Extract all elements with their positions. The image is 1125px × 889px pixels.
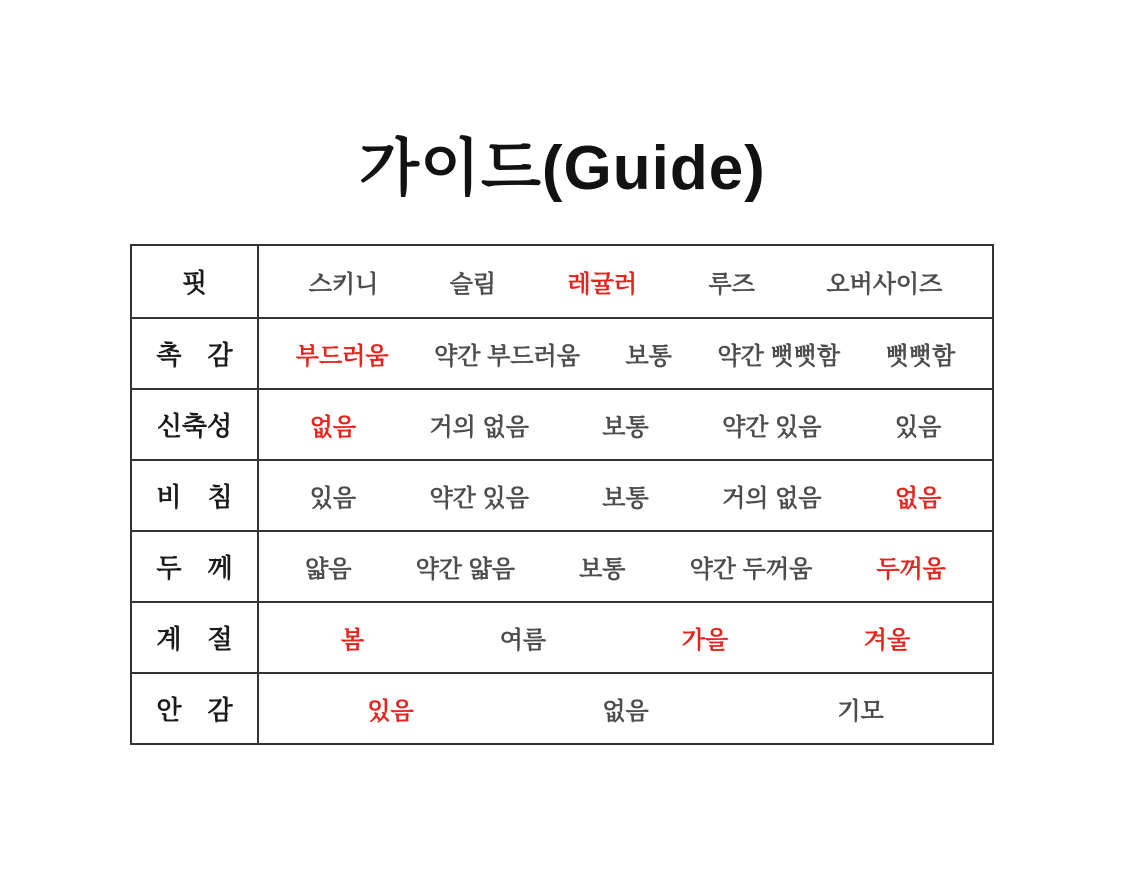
row-options (259, 319, 992, 388)
option: 약간 있음 (429, 485, 529, 512)
option: 기모 (837, 698, 884, 725)
option-selected: 겨울 (863, 627, 911, 654)
table-row (132, 388, 992, 459)
row-label: 비 침 (132, 461, 259, 530)
option: 보통 (625, 343, 672, 370)
option: 얇음 (305, 556, 352, 583)
option-selected: 있음 (367, 698, 414, 725)
option: 거의 없음 (722, 485, 822, 512)
row-label: 안 감 (132, 674, 259, 743)
option: 약간 얇음 (415, 556, 515, 583)
option: 있음 (309, 485, 357, 512)
row-options (259, 390, 992, 459)
page-title: 가이드(Guide) (359, 134, 766, 203)
option-selected: 부드러움 (295, 343, 389, 370)
option-selected: 없음 (309, 414, 357, 441)
row-label: 핏 (132, 246, 259, 317)
row-options (259, 246, 992, 317)
table-row (132, 672, 992, 743)
row-options (259, 461, 992, 530)
option-selected: 가을 (681, 627, 729, 654)
row-label: 계 절 (132, 603, 259, 672)
option: 약간 뻣뻣함 (717, 343, 841, 370)
guide-table (130, 244, 994, 745)
table-row (132, 459, 992, 530)
option: 약간 있음 (722, 414, 822, 441)
option: 약간 두꺼움 (689, 556, 813, 583)
row-options (259, 674, 992, 743)
option: 보통 (602, 485, 649, 512)
option: 뻣뻣함 (885, 343, 956, 370)
table-row (132, 317, 992, 388)
option-selected: 봄 (340, 627, 365, 654)
option: 스키니 (308, 271, 379, 298)
option: 보통 (579, 556, 626, 583)
row-label: 두 께 (132, 532, 259, 601)
row-options (259, 532, 992, 601)
table-row (132, 246, 992, 317)
option: 여름 (499, 627, 547, 654)
option: 루즈 (708, 271, 755, 298)
option: 오버사이즈 (826, 271, 943, 298)
option-selected: 두꺼움 (876, 556, 946, 583)
row-label: 신축성 (132, 390, 259, 459)
option: 없음 (602, 698, 649, 725)
option-selected: 레귤러 (567, 271, 638, 298)
option: 거의 없음 (429, 414, 529, 441)
table-row (132, 601, 992, 672)
option-selected: 없음 (894, 485, 942, 512)
option: 슬림 (449, 271, 497, 298)
table-row (132, 530, 992, 601)
row-options (259, 603, 992, 672)
option: 보통 (602, 414, 649, 441)
option: 약간 부드러움 (434, 343, 580, 370)
option: 있음 (894, 414, 942, 441)
row-label: 촉 감 (132, 319, 259, 388)
